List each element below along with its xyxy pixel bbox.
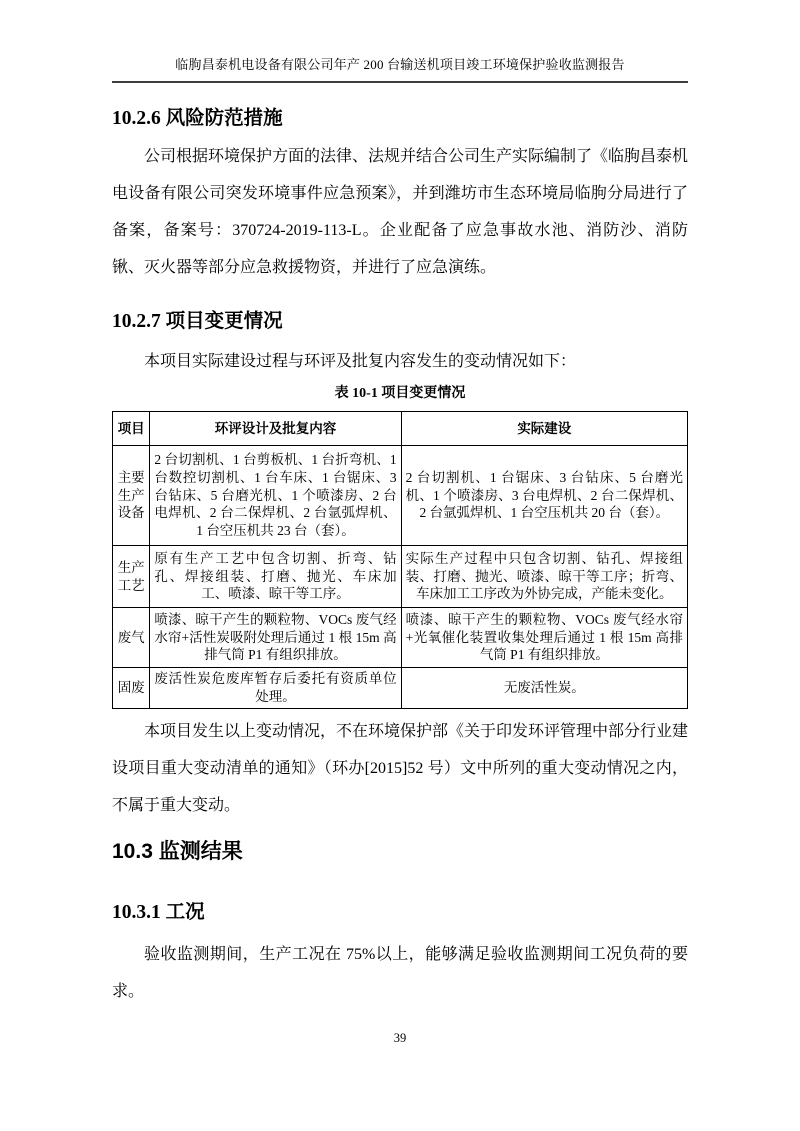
table-header-row [113,412,688,446]
paragraph-change-conclusion: 本项目发生以上变动情况，不在环境保护部《关于印发环评管理中部分行业建设项目重大变动清单的通知》（环办[2015]52 号）文中所列的重大变动情况之内，不属于重大变动。 [112,722,689,814]
cell-actual-process: 实际生产过程中只包含切割、钻孔、焊接组装、打磨、抛光、喷漆、晾干等工序；折弯、车床加工工序改为外协完成，产能未变化。 [401,546,687,608]
running-header: 临朐昌泰机电设备有限公司年产 200 台输送机项目竣工环境保护验收监测报告 [112,0,688,83]
table-caption: 表 10-1 项目变更情况 [334,386,466,401]
paragraph-risk-prevention: 公司根据环境保护方面的法律、法规并结合公司生产实际编制了《临朐昌泰机电设备有限公司突发环境事件应急预案》，并到潍坊市生态环境局临朐分局进行了备案，备案号：370724-2019-113-L。企业配备了应急事故水池、消防沙、消防锹、灭火器等部分应急救援物资，并进行了应急演练。 [112,148,689,276]
cell-actual-waste-gas: 喷漆、晾干产生的颗粒物、VOCs 废气经水帘+光氧催化装置收集处理后通过 1 根 15m 高排气筒 P1 有组织排放。 [401,608,687,668]
cell-item-solid-waste: 固废 [113,668,150,709]
cell-eia-process: 原有生产工艺中包含切割、折弯、钻孔、焊接组装、打磨、抛光、车床加工、喷漆、晾干等工序。 [150,546,401,608]
cell-actual-solid-waste: 无废活性炭。 [401,668,687,709]
cell-eia-equipment: 2 台切割机、1 台剪板机、1 台折弯机、1 台数控切割机、1 台车床、1 台锯床、3 台钻床、5 台磨光机、1 个喷漆房、2 台电焊机、2 台二保焊机、2 台氩弧焊机、1 台空压机共 23 台（套）。 [150,446,401,546]
section-heading-10-3-1: 10.3.1 工况 [112,901,205,923]
paragraph-change-intro: 本项目实际建设过程与环评及批复内容发生的变动情况如下： [144,353,577,370]
section-heading-10-3: 10.3 监测结果 [112,839,243,863]
section-heading-10-2-7: 10.2.7 项目变更情况 [112,311,283,332]
paragraph-working-condition: 验收监测期间，生产工况在 75%以上，能够满足验收监测期间工况负荷的要求。 [112,945,688,1000]
table-row-process [113,546,688,608]
table-row-solid-waste [113,668,688,709]
column-header-eia: 环评设计及批复内容 [150,412,401,446]
column-header-actual: 实际建设 [401,412,687,446]
table-row-equipment [113,446,688,546]
table-row-waste-gas [113,608,688,668]
section-heading-10-2-6: 10.2.6 风险防范措施 [112,108,283,129]
cell-item-waste-gas: 废气 [113,608,150,668]
cell-eia-solid-waste: 废活性炭危废库暂存后委托有资质单位处理。 [150,668,401,709]
page-number: 39 [393,1031,407,1045]
column-header-item: 项目 [113,412,150,446]
project-change-table [112,411,688,709]
cell-actual-equipment: 2 台切割机、1 台锯床、3 台钻床、5 台磨光机、1 个喷漆房、3 台电焊机、2 台二保焊机、2 台氩弧焊机、1 台空压机共 20 台（套）。 [401,446,687,546]
cell-item-equipment: 主要生产设备 [113,446,150,546]
cell-eia-waste-gas: 喷漆、晾干产生的颗粒物、VOCs 废气经水帘+活性炭吸附处理后通过 1 根 15m 高排气筒 P1 有组织排放。 [150,608,401,668]
cell-item-process: 生产工艺 [113,546,150,608]
